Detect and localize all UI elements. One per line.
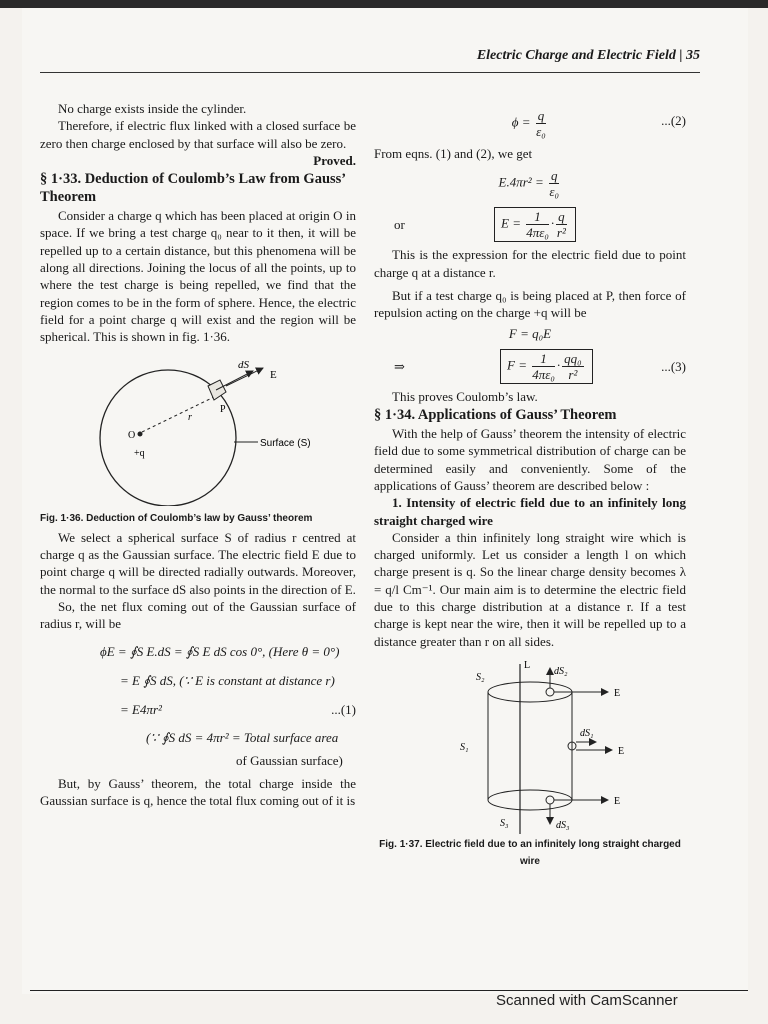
equation-e-lhs: E = bbox=[501, 215, 521, 231]
paragraph-infinite-wire: Consider a thin infinitely long straight wire which is charged uniformly. Let us consider a length l on which charge present is q. So the linear charge density becomes λ = q/l Cm⁻¹. Our main aim is to determine the electric field due to this charge distribution at a distance r. If a test charge is kept near the wire, then it will be repelled up to a distance greater than r on all sides. bbox=[374, 529, 686, 649]
fraction-numerator: q bbox=[550, 168, 558, 184]
fraction-denominator: ε₀ bbox=[536, 124, 546, 139]
ds3-label: dS₃ bbox=[556, 819, 570, 831]
wire-label: L bbox=[524, 659, 531, 671]
ds1-label: dS₁ bbox=[580, 727, 594, 739]
equation-3-box: F = $\frac{1}{\text{4πε₀}}$ · $\frac{\text{qq₀}}{\text{r²}}$ bbox=[500, 349, 593, 384]
fraction-denominator: r² bbox=[556, 225, 566, 241]
equation-lhs: E.4πr² = bbox=[498, 174, 544, 190]
fraction-denominator: 4πε₀ bbox=[526, 225, 549, 241]
section-1-33-heading: § 1·33. Deduction of Coulomb’s Law from Gauss’ Theorem bbox=[40, 171, 346, 206]
equation-e-field-row bbox=[374, 207, 686, 242]
figure-1-36-caption: Fig. 1·36. Deduction of Coulomb’s law by Gauss’ theorem bbox=[40, 512, 313, 524]
equation-1-row bbox=[120, 701, 356, 718]
equation-2-lhs: ϕ = bbox=[511, 114, 531, 130]
fraction-1-4pie0 bbox=[526, 209, 549, 240]
equation-surface-area: (∵ ∮S dS = 4πr² = Total surface area bbox=[146, 729, 339, 745]
fraction-denominator: 4πε₀ bbox=[532, 366, 555, 382]
fraction-denominator: ε₀ bbox=[549, 184, 560, 200]
s3-label: S₃ bbox=[500, 817, 509, 829]
proved-label: Proved. bbox=[313, 152, 356, 168]
equation-2-fraction bbox=[536, 108, 547, 139]
top-area-element bbox=[546, 688, 554, 696]
paragraph-net-flux: So, the net flux coming out of the Gaussian surface of radius r, will be bbox=[40, 599, 356, 632]
origin-label: O bbox=[128, 429, 136, 441]
figure-1-37-caption: Fig. 1·37. Electric field due to an infinitely long straight charged wire bbox=[379, 838, 681, 868]
charge-label: +q bbox=[134, 447, 145, 459]
figure-1-37 bbox=[400, 658, 660, 834]
radius-line bbox=[142, 396, 216, 432]
fraction-numerator: qq₀ bbox=[564, 350, 582, 366]
paragraph-applications: With the help of Gauss’ theorem the intensity of electric field due to some symmetrical distribution of charge can be determined easily and conveniently. Some of the applications of Gauss’ theorem are described below : bbox=[374, 426, 686, 493]
equation-flux: ϕE = ∮S E.dS = ∮S E dS cos 0°, (Here θ = 0°) bbox=[100, 643, 340, 659]
left-column bbox=[40, 100, 356, 810]
running-header: Electric Charge and Electric Field | 35 bbox=[476, 48, 700, 63]
equation-e-constant: = E ∮S dS, (∵ E is constant at distance r) bbox=[120, 672, 335, 688]
fraction-qq0-r2 bbox=[562, 351, 584, 382]
paragraph-from-eqns: From eqns. (1) and (2), we get bbox=[374, 146, 533, 161]
ds-label: dS bbox=[238, 358, 249, 371]
fraction-numerator: q bbox=[537, 108, 545, 123]
equation-e4pir2: = E4πr² bbox=[120, 702, 162, 718]
equation-3-row bbox=[374, 349, 686, 384]
fraction-numerator: 1 bbox=[526, 209, 549, 225]
paragraph-test-charge: But if a test charge q₀ is being placed at P, then force of repulsion acting on the charge +q will be bbox=[374, 287, 686, 321]
scan-top-edge bbox=[0, 0, 768, 8]
section-1-34-heading: § 1·34. Applications of Gauss’ Theorem bbox=[374, 407, 617, 424]
ds-arrow bbox=[216, 371, 253, 390]
paragraph-gauss-total-charge: But, by Gauss’ theorem, the total charge inside the Gaussian surface is q, hence the total flux coming out of it is bbox=[40, 776, 356, 809]
surface-label: Surface (S) bbox=[260, 437, 311, 449]
equation-3-number: ...(3) bbox=[661, 358, 686, 374]
equation-2-number: ...(2) bbox=[661, 113, 686, 128]
e-label: E bbox=[270, 368, 277, 381]
paragraph-consider-charge: Consider a charge q which has been placed at origin O in space. If we bring a test charge q₀ near to it then, it will be repelled up to a certain distance, but this phenomena will be along all directions. Joining the locus of all the points, up to where the test charge is being repelled, we find that the region comes to be in the form of sphere. Hence, the electric field for a point charge q will exist and the region will be spherical. This is shown in fig. 1·36. bbox=[40, 208, 356, 345]
implies-arrow: ⇒ bbox=[394, 358, 405, 374]
e-side-label: E bbox=[618, 745, 625, 757]
fraction-denominator: r² bbox=[568, 366, 578, 382]
e-bottom-label: E bbox=[614, 795, 621, 807]
fraction-1-4pie0 bbox=[532, 351, 555, 382]
fraction-numerator: 1 bbox=[532, 351, 555, 367]
equation-e-field-box: E = $\frac{1}{\text{4πε₀}}$ · $\frac{q}{\text{r²}}$ bbox=[494, 207, 576, 242]
figure-1-36 bbox=[48, 356, 348, 506]
paragraph-expression: This is the expression for the electric field due to point charge q at a distance r. bbox=[374, 247, 686, 280]
header-rule bbox=[40, 72, 700, 73]
paragraph-no-charge: No charge exists inside the cylinder. bbox=[58, 101, 247, 116]
bottom-rule bbox=[30, 990, 748, 991]
bottom-area-element bbox=[546, 796, 554, 804]
p-label: P bbox=[220, 403, 226, 415]
subsection-1-heading: 1. Intensity of electric field due to an infinitely long straight charged wire bbox=[374, 495, 686, 528]
equation-f-q0e: F = q₀E bbox=[508, 326, 552, 342]
ds2-label: dS₂ bbox=[554, 665, 568, 677]
r-label: r bbox=[188, 411, 192, 423]
paragraph-spherical-surface: We select a spherical surface S of radius r centred at charge q as the Gaussian surface. The electric field E due to point charge q will be directed radially outwards. Moreover, the normal to the surface dS also points in the direction of E. bbox=[40, 529, 356, 597]
equation-2 bbox=[374, 108, 686, 139]
equation-gaussian-surface: of Gaussian surface) bbox=[236, 752, 343, 768]
fraction-q-r2 bbox=[556, 209, 567, 240]
equation-fraction bbox=[549, 168, 560, 199]
or-label: or bbox=[394, 217, 405, 233]
proved-line bbox=[40, 152, 356, 169]
equation-e4pir2-q bbox=[374, 168, 686, 199]
right-column bbox=[374, 100, 686, 871]
paragraph-flux-zero: Therefore, if electric flux linked with a closed surface be zero then charge enclosed by that surface will also be zero. bbox=[40, 118, 356, 151]
paragraph-proves-coulomb: This proves Coulomb’s law. bbox=[392, 388, 538, 404]
equation-1-number: ...(1) bbox=[331, 702, 356, 718]
fraction-numerator: q bbox=[558, 209, 565, 225]
s1-label: S₁ bbox=[460, 741, 469, 753]
charge-point bbox=[138, 431, 143, 436]
e-top-label: E bbox=[614, 687, 621, 699]
s2-label: S₂ bbox=[476, 671, 485, 683]
equation-f-lhs: F = bbox=[507, 357, 527, 373]
scanner-watermark: Scanned with CamScanner bbox=[496, 992, 678, 1009]
